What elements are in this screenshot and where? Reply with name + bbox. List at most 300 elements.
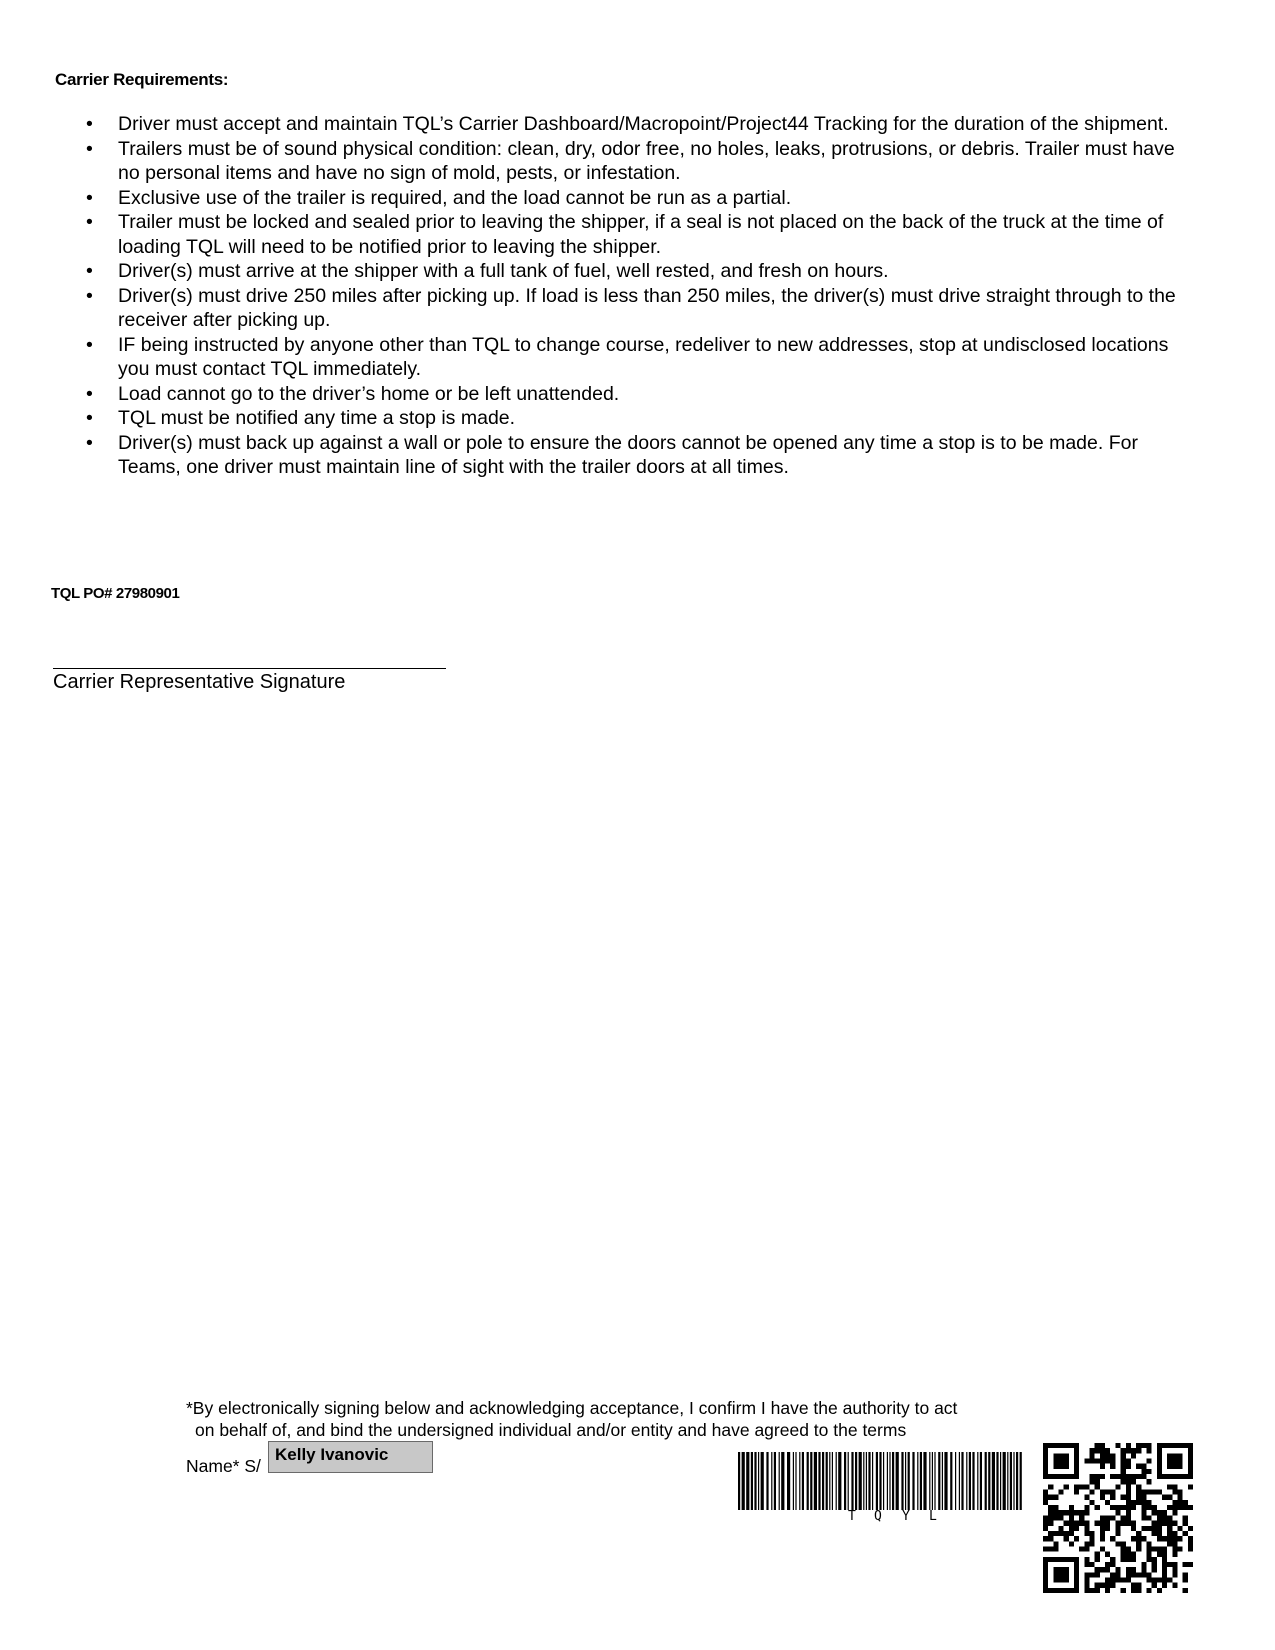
qr-module bbox=[1059, 1515, 1064, 1520]
qr-module bbox=[1131, 1583, 1136, 1588]
qr-module bbox=[1074, 1526, 1079, 1531]
barcode-image bbox=[738, 1452, 1023, 1510]
qr-module bbox=[1110, 1505, 1115, 1510]
qr-module bbox=[1053, 1505, 1058, 1510]
qr-module bbox=[1064, 1557, 1069, 1562]
barcode-bar bbox=[771, 1452, 772, 1510]
qr-module bbox=[1131, 1453, 1136, 1458]
qr-module bbox=[1095, 1572, 1100, 1577]
barcode-bar bbox=[738, 1452, 740, 1510]
qr-module bbox=[1136, 1490, 1141, 1495]
qr-module bbox=[1172, 1541, 1177, 1546]
qr-module bbox=[1121, 1495, 1126, 1500]
barcode-bar bbox=[908, 1452, 910, 1510]
qr-module bbox=[1105, 1459, 1110, 1464]
qr-module bbox=[1121, 1521, 1126, 1526]
bullet-icon: • bbox=[86, 260, 93, 282]
qr-module bbox=[1059, 1531, 1064, 1536]
requirement-item bbox=[80, 284, 1200, 333]
qr-module bbox=[1136, 1474, 1141, 1479]
barcode-bar bbox=[781, 1452, 784, 1510]
qr-module bbox=[1152, 1557, 1157, 1562]
qr-module bbox=[1084, 1521, 1089, 1526]
barcode-bar bbox=[955, 1452, 956, 1510]
barcode-bar bbox=[1013, 1452, 1014, 1510]
qr-module bbox=[1079, 1515, 1084, 1520]
qr-module bbox=[1084, 1572, 1089, 1577]
requirement-text: Exclusive use of the trailer is required, and the load cannot be run as a partial. bbox=[118, 186, 792, 209]
qr-module bbox=[1136, 1495, 1141, 1500]
barcode-bar bbox=[802, 1452, 804, 1510]
qr-module bbox=[1095, 1505, 1100, 1510]
qr-module bbox=[1048, 1546, 1053, 1551]
barcode-bar bbox=[996, 1452, 998, 1510]
qr-code-image bbox=[1043, 1443, 1193, 1593]
qr-module bbox=[1100, 1453, 1105, 1458]
qr-module bbox=[1074, 1577, 1079, 1582]
qr-module bbox=[1146, 1577, 1151, 1582]
qr-module bbox=[1177, 1500, 1182, 1505]
qr-module bbox=[1059, 1588, 1064, 1593]
qr-module bbox=[1183, 1531, 1188, 1536]
qr-module bbox=[1121, 1479, 1126, 1484]
qr-module bbox=[1177, 1443, 1182, 1448]
qr-module bbox=[1074, 1521, 1079, 1526]
qr-module bbox=[1043, 1588, 1048, 1593]
qr-module bbox=[1126, 1552, 1131, 1557]
qr-module bbox=[1121, 1474, 1126, 1479]
qr-module bbox=[1084, 1505, 1089, 1510]
qr-module bbox=[1167, 1495, 1172, 1500]
barcode-bar bbox=[855, 1452, 857, 1510]
barcode-bar bbox=[787, 1452, 790, 1510]
barcode-bar bbox=[879, 1452, 881, 1510]
qr-module bbox=[1110, 1464, 1115, 1469]
qr-module bbox=[1115, 1521, 1120, 1526]
qr-module bbox=[1100, 1546, 1105, 1551]
qr-module bbox=[1126, 1577, 1131, 1582]
signature-line bbox=[53, 668, 446, 669]
qr-module bbox=[1048, 1521, 1053, 1526]
qr-module bbox=[1152, 1490, 1157, 1495]
barcode-bar bbox=[901, 1452, 903, 1510]
qr-module bbox=[1146, 1500, 1151, 1505]
qr-module bbox=[1053, 1453, 1058, 1458]
qr-module bbox=[1048, 1495, 1053, 1500]
qr-module bbox=[1141, 1500, 1146, 1505]
barcode-bar bbox=[985, 1452, 987, 1510]
qr-module bbox=[1095, 1479, 1100, 1484]
qr-module bbox=[1126, 1510, 1131, 1515]
qr-module bbox=[1136, 1546, 1141, 1551]
qr-module bbox=[1090, 1536, 1095, 1541]
qr-module bbox=[1131, 1521, 1136, 1526]
qr-module bbox=[1069, 1515, 1074, 1520]
qr-module bbox=[1074, 1510, 1079, 1515]
qr-module bbox=[1095, 1448, 1100, 1453]
qr-module bbox=[1043, 1490, 1048, 1495]
qr-module bbox=[1162, 1546, 1167, 1551]
qr-module bbox=[1084, 1562, 1089, 1567]
qr-module bbox=[1126, 1474, 1131, 1479]
barcode-bar bbox=[766, 1452, 768, 1510]
qr-module bbox=[1100, 1490, 1105, 1495]
qr-module bbox=[1084, 1546, 1089, 1551]
requirement-text: Driver(s) must arrive at the shipper with a full tank of fuel, well rested, and fresh on hours. bbox=[118, 260, 889, 282]
qr-module bbox=[1126, 1479, 1131, 1484]
qr-module bbox=[1043, 1536, 1048, 1541]
qr-module bbox=[1095, 1459, 1100, 1464]
qr-module bbox=[1167, 1531, 1172, 1536]
qr-module bbox=[1069, 1588, 1074, 1593]
qr-module bbox=[1167, 1443, 1172, 1448]
qr-module bbox=[1105, 1583, 1110, 1588]
barcode-bar bbox=[887, 1452, 888, 1510]
barcode-bar bbox=[859, 1452, 862, 1510]
qr-module bbox=[1141, 1562, 1146, 1567]
qr-module bbox=[1146, 1557, 1151, 1562]
qr-module bbox=[1095, 1521, 1100, 1526]
bullet-icon: • bbox=[86, 382, 93, 405]
qr-module bbox=[1064, 1572, 1069, 1577]
qr-module bbox=[1172, 1521, 1177, 1526]
qr-module bbox=[1059, 1572, 1064, 1577]
qr-module bbox=[1084, 1557, 1089, 1562]
barcode-bar bbox=[929, 1452, 930, 1510]
qr-module bbox=[1183, 1443, 1188, 1448]
requirement-item bbox=[80, 333, 1200, 382]
acknowledgement-line-1: *By electronically signing below and acknowledging acceptance, I confirm I have the authority to act bbox=[186, 1398, 958, 1418]
qr-module bbox=[1172, 1562, 1177, 1567]
qr-module bbox=[1146, 1469, 1151, 1474]
qr-module bbox=[1095, 1583, 1100, 1588]
qr-module bbox=[1095, 1474, 1100, 1479]
qr-module bbox=[1115, 1526, 1120, 1531]
qr-module bbox=[1188, 1464, 1193, 1469]
qr-module bbox=[1172, 1500, 1177, 1505]
qr-module bbox=[1084, 1588, 1089, 1593]
qr-module bbox=[1167, 1505, 1172, 1510]
qr-module bbox=[1172, 1490, 1177, 1495]
qr-module bbox=[1162, 1521, 1167, 1526]
qr-module bbox=[1090, 1448, 1095, 1453]
qr-module bbox=[1183, 1572, 1188, 1577]
barcode-caption-char: Y bbox=[902, 1509, 910, 1524]
page-heading: Carrier Requirements: bbox=[55, 70, 229, 89]
qr-module bbox=[1059, 1443, 1064, 1448]
qr-module bbox=[1172, 1546, 1177, 1551]
qr-module bbox=[1084, 1526, 1089, 1531]
qr-module bbox=[1100, 1531, 1105, 1536]
qr-module bbox=[1064, 1531, 1069, 1536]
qr-module bbox=[1141, 1505, 1146, 1510]
barcode-bar bbox=[866, 1452, 867, 1510]
qr-module bbox=[1084, 1510, 1089, 1515]
barcode-bar bbox=[980, 1452, 982, 1510]
barcode-bar bbox=[818, 1452, 820, 1510]
qr-module bbox=[1084, 1541, 1089, 1546]
qr-module bbox=[1141, 1490, 1146, 1495]
qr-module bbox=[1131, 1526, 1136, 1531]
qr-module bbox=[1100, 1526, 1105, 1531]
qr-module bbox=[1048, 1510, 1053, 1515]
qr-module bbox=[1162, 1557, 1167, 1562]
qr-module bbox=[1183, 1505, 1188, 1510]
qr-module bbox=[1152, 1562, 1157, 1567]
qr-module bbox=[1115, 1484, 1120, 1489]
barcode-bar bbox=[795, 1452, 796, 1510]
qr-module bbox=[1167, 1541, 1172, 1546]
requirement-text: Driver(s) must drive 250 miles after picking up. If load is less than 250 miles, the driver(s) must drive straight through to the receiver after picking up. bbox=[118, 284, 1176, 331]
barcode-bar bbox=[883, 1452, 884, 1510]
name-label: Name* S/ bbox=[186, 1456, 261, 1476]
qr-module bbox=[1126, 1505, 1131, 1510]
qr-module bbox=[1162, 1567, 1167, 1572]
qr-module bbox=[1157, 1588, 1162, 1593]
barcode-bar bbox=[932, 1452, 933, 1510]
qr-module bbox=[1188, 1453, 1193, 1458]
barcode-bar bbox=[959, 1452, 960, 1510]
qr-module bbox=[1048, 1515, 1053, 1520]
barcode-caption-char: Q bbox=[874, 1509, 882, 1524]
qr-module bbox=[1141, 1515, 1146, 1520]
qr-module bbox=[1126, 1521, 1131, 1526]
qr-module bbox=[1188, 1546, 1193, 1551]
name-signature-field[interactable]: Kelly Ivanovic bbox=[268, 1441, 433, 1473]
qr-module bbox=[1090, 1572, 1095, 1577]
barcode-bar bbox=[992, 1452, 995, 1510]
qr-module bbox=[1157, 1526, 1162, 1531]
qr-module bbox=[1090, 1459, 1095, 1464]
qr-module bbox=[1064, 1577, 1069, 1582]
qr-module bbox=[1172, 1453, 1177, 1458]
qr-module bbox=[1053, 1515, 1058, 1520]
qr-module bbox=[1084, 1577, 1089, 1582]
barcode-bar bbox=[872, 1452, 873, 1510]
barcode-bar bbox=[779, 1452, 780, 1510]
qr-module bbox=[1043, 1500, 1048, 1505]
qr-module bbox=[1100, 1474, 1105, 1479]
qr-module bbox=[1121, 1515, 1126, 1520]
qr-module bbox=[1048, 1536, 1053, 1541]
qr-module bbox=[1090, 1541, 1095, 1546]
qr-module bbox=[1105, 1453, 1110, 1458]
qr-module bbox=[1043, 1572, 1048, 1577]
barcode-bar bbox=[799, 1452, 800, 1510]
qr-module bbox=[1069, 1510, 1074, 1515]
qr-module bbox=[1188, 1505, 1193, 1510]
barcode-bar bbox=[746, 1452, 749, 1510]
qr-module bbox=[1167, 1536, 1172, 1541]
acknowledgement-text bbox=[186, 1397, 957, 1441]
barcode-bar bbox=[923, 1452, 926, 1510]
qr-module bbox=[1043, 1464, 1048, 1469]
qr-module bbox=[1074, 1572, 1079, 1577]
qr-module bbox=[1053, 1495, 1058, 1500]
barcode-bar bbox=[742, 1452, 745, 1510]
qr-module bbox=[1152, 1583, 1157, 1588]
qr-module bbox=[1152, 1510, 1157, 1515]
barcode-bar bbox=[814, 1452, 817, 1510]
barcode-bar bbox=[826, 1452, 828, 1510]
bullet-icon: • bbox=[86, 407, 93, 429]
qr-module bbox=[1074, 1469, 1079, 1474]
barcode-bar bbox=[851, 1452, 853, 1510]
qr-module bbox=[1105, 1515, 1110, 1520]
barcode-bar bbox=[822, 1452, 824, 1510]
bullet-icon: • bbox=[86, 186, 93, 209]
qr-module bbox=[1079, 1546, 1084, 1551]
barcode-bar bbox=[969, 1452, 971, 1510]
qr-module bbox=[1105, 1490, 1110, 1495]
qr-module bbox=[1131, 1500, 1136, 1505]
qr-module bbox=[1141, 1536, 1146, 1541]
qr-module bbox=[1074, 1562, 1079, 1567]
qr-module bbox=[1059, 1464, 1064, 1469]
qr-module bbox=[1157, 1546, 1162, 1551]
qr-module bbox=[1121, 1469, 1126, 1474]
barcode-bar bbox=[868, 1452, 870, 1510]
qr-module bbox=[1177, 1453, 1182, 1458]
qr-module bbox=[1084, 1583, 1089, 1588]
qr-module bbox=[1053, 1541, 1058, 1546]
qr-module bbox=[1146, 1588, 1151, 1593]
qr-module bbox=[1131, 1479, 1136, 1484]
qr-module bbox=[1136, 1583, 1141, 1588]
qr-module bbox=[1105, 1552, 1110, 1557]
qr-module bbox=[1121, 1448, 1126, 1453]
qr-module bbox=[1136, 1588, 1141, 1593]
requirement-text: TQL must be notified any time a stop is made. bbox=[118, 407, 516, 429]
barcode-bar bbox=[761, 1452, 764, 1510]
barcode-bar bbox=[966, 1452, 967, 1510]
barcode-bar bbox=[892, 1452, 894, 1510]
qr-module bbox=[1053, 1443, 1058, 1448]
qr-module bbox=[1146, 1541, 1151, 1546]
requirement-item bbox=[80, 259, 1200, 284]
barcode-bar bbox=[977, 1452, 978, 1510]
qr-module bbox=[1126, 1443, 1131, 1448]
qr-module bbox=[1141, 1567, 1146, 1572]
qr-module bbox=[1053, 1459, 1058, 1464]
qr-module bbox=[1059, 1557, 1064, 1562]
qr-module bbox=[1141, 1443, 1146, 1448]
qr-module bbox=[1048, 1588, 1053, 1593]
qr-module bbox=[1146, 1526, 1151, 1531]
barcode-bar bbox=[944, 1452, 947, 1510]
qr-module bbox=[1069, 1557, 1074, 1562]
qr-module bbox=[1126, 1464, 1131, 1469]
qr-module bbox=[1115, 1577, 1120, 1582]
qr-module bbox=[1110, 1515, 1115, 1520]
barcode-bar bbox=[1020, 1452, 1022, 1510]
qr-module bbox=[1121, 1459, 1126, 1464]
qr-module bbox=[1121, 1453, 1126, 1458]
qr-module bbox=[1043, 1448, 1048, 1453]
qr-module bbox=[1157, 1510, 1162, 1515]
qr-module bbox=[1136, 1531, 1141, 1536]
barcode-bar bbox=[838, 1452, 841, 1510]
qr-module bbox=[1074, 1583, 1079, 1588]
qr-module bbox=[1152, 1526, 1157, 1531]
requirement-text: Driver(s) must back up against a wall or pole to ensure the doors cannot be opened any time a stop is to be made. For Teams, one driver must maintain line of sight with the trailer doors at all times. bbox=[118, 431, 1138, 478]
qr-module bbox=[1043, 1521, 1048, 1526]
qr-module bbox=[1167, 1459, 1172, 1464]
qr-module bbox=[1095, 1443, 1100, 1448]
qr-module bbox=[1183, 1515, 1188, 1520]
qr-module bbox=[1059, 1577, 1064, 1582]
barcode-bar bbox=[917, 1452, 918, 1510]
qr-module bbox=[1152, 1531, 1157, 1536]
qr-module bbox=[1074, 1474, 1079, 1479]
qr-module bbox=[1048, 1505, 1053, 1510]
qr-module bbox=[1126, 1459, 1131, 1464]
bullet-icon: • bbox=[86, 431, 93, 454]
qr-module bbox=[1059, 1453, 1064, 1458]
qr-module bbox=[1043, 1567, 1048, 1572]
bullet-icon: • bbox=[86, 333, 93, 356]
requirements-list bbox=[80, 112, 1200, 480]
qr-module bbox=[1157, 1459, 1162, 1464]
qr-module bbox=[1177, 1474, 1182, 1479]
qr-module bbox=[1043, 1515, 1048, 1520]
qr-module bbox=[1162, 1474, 1167, 1479]
qr-module bbox=[1177, 1459, 1182, 1464]
qr-module bbox=[1121, 1505, 1126, 1510]
qr-module bbox=[1131, 1572, 1136, 1577]
qr-module bbox=[1183, 1521, 1188, 1526]
po-number: TQL PO# 27980901 bbox=[51, 585, 180, 602]
qr-module bbox=[1121, 1541, 1126, 1546]
barcode-bar bbox=[920, 1452, 922, 1510]
qr-module bbox=[1121, 1546, 1126, 1551]
qr-module bbox=[1162, 1443, 1167, 1448]
barcode-bar bbox=[1010, 1452, 1012, 1510]
qr-module bbox=[1115, 1572, 1120, 1577]
qr-module bbox=[1172, 1459, 1177, 1464]
qr-module bbox=[1157, 1536, 1162, 1541]
qr-module bbox=[1090, 1531, 1095, 1536]
barcode-bar bbox=[758, 1452, 759, 1510]
qr-module bbox=[1131, 1474, 1136, 1479]
qr-module bbox=[1146, 1443, 1151, 1448]
qr-module bbox=[1126, 1546, 1131, 1551]
qr-module bbox=[1162, 1510, 1167, 1515]
qr-module bbox=[1157, 1577, 1162, 1582]
qr-module bbox=[1126, 1484, 1131, 1489]
qr-module bbox=[1079, 1521, 1084, 1526]
qr-module bbox=[1100, 1583, 1105, 1588]
barcode-bar bbox=[751, 1452, 753, 1510]
qr-module bbox=[1162, 1515, 1167, 1520]
qr-module bbox=[1167, 1577, 1172, 1582]
barcode-bar bbox=[934, 1452, 935, 1510]
qr-module bbox=[1043, 1557, 1048, 1562]
qr-module bbox=[1095, 1484, 1100, 1489]
qr-module bbox=[1126, 1515, 1131, 1520]
qr-module bbox=[1064, 1443, 1069, 1448]
qr-module bbox=[1105, 1521, 1110, 1526]
qr-module bbox=[1177, 1505, 1182, 1510]
qr-module bbox=[1043, 1577, 1048, 1582]
qr-module bbox=[1157, 1453, 1162, 1458]
bullet-icon: • bbox=[86, 211, 93, 233]
barcode-bar bbox=[905, 1452, 906, 1510]
qr-module bbox=[1126, 1500, 1131, 1505]
qr-module bbox=[1172, 1552, 1177, 1557]
qr-module bbox=[1136, 1541, 1141, 1546]
qr-module bbox=[1188, 1484, 1193, 1489]
